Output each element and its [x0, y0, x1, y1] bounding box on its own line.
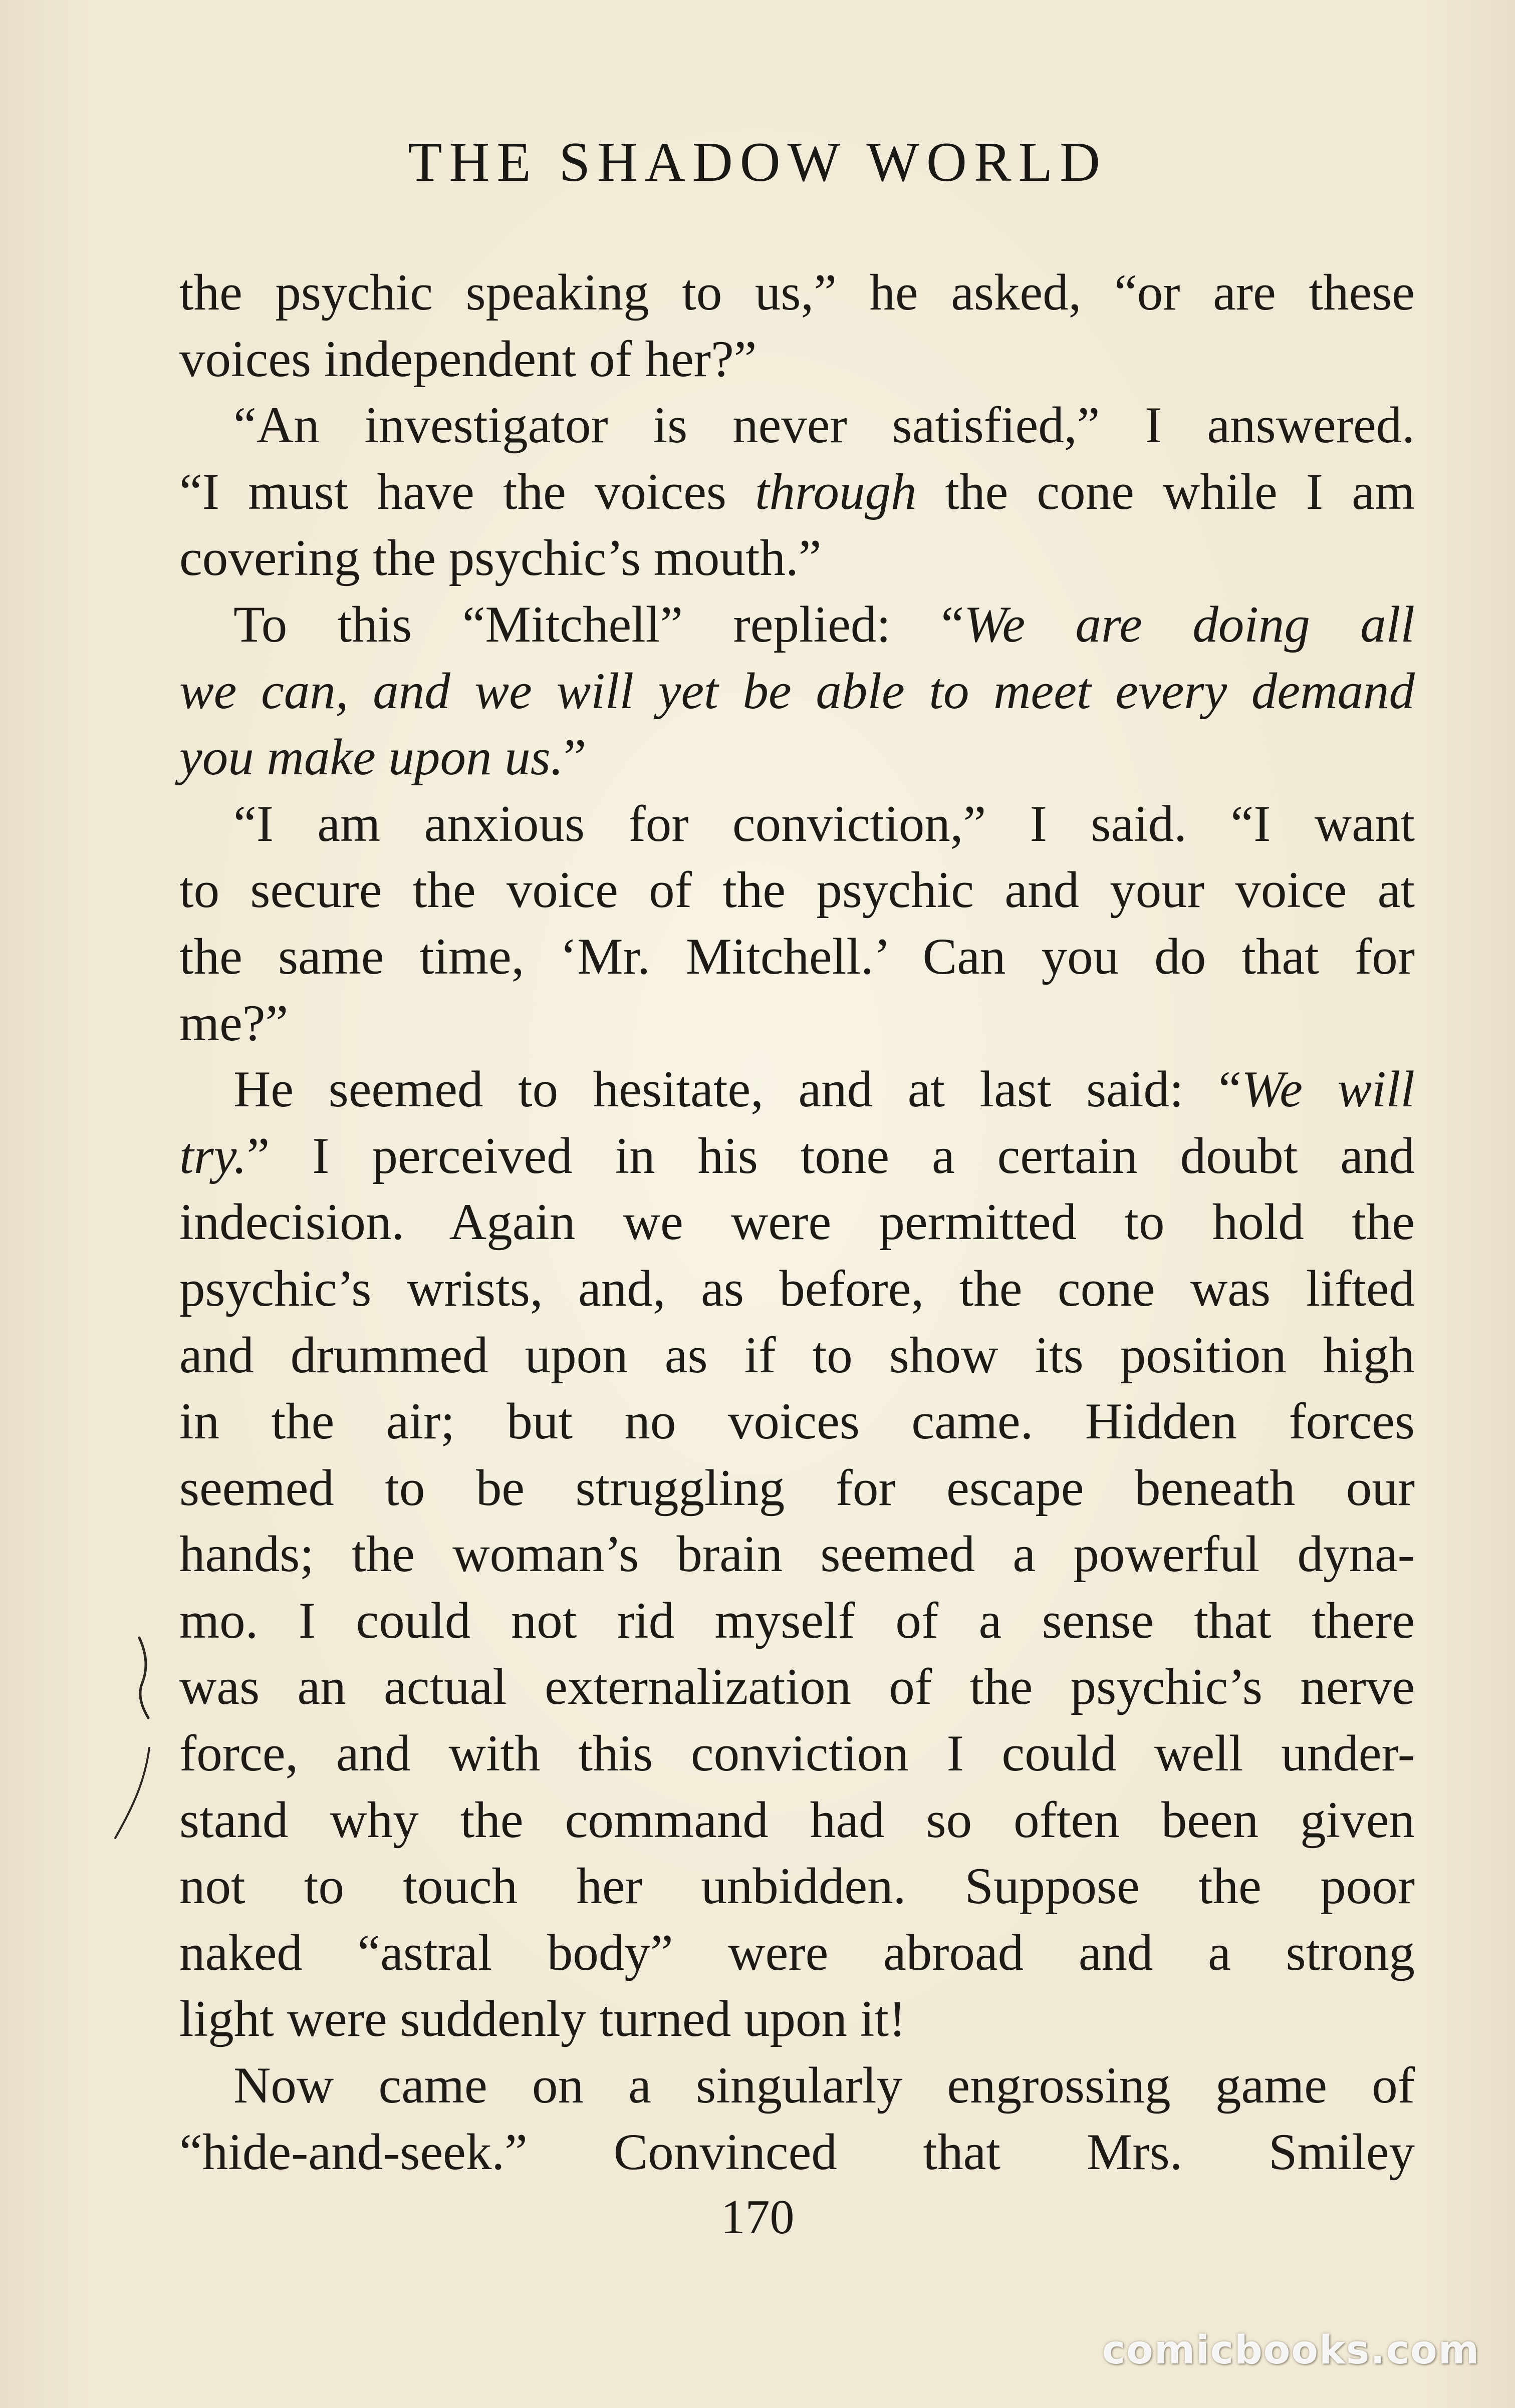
text-line: covering the psychic’s mouth.”: [179, 529, 822, 587]
text-line: mo. I could not rid myself of a sense that there: [179, 1592, 1415, 1649]
text-line: and drummed upon as if to show its position high: [179, 1326, 1415, 1384]
running-head: THE SHADOW WORLD: [408, 131, 1107, 193]
text-line: not to touch her unbidden. Suppose the poor: [179, 1858, 1415, 1915]
watermark-logo: comicbooks.com: [1102, 2328, 1480, 2373]
text-line: force, and with this conviction I could well under-: [179, 1725, 1415, 1782]
text-line: Now came on a singularly engrossing game of: [233, 2057, 1415, 2115]
text-line: voices independent of her?”: [179, 330, 757, 388]
text-line: [179, 658, 1415, 725]
text-line: the same time, ‘Mr. Mitchell.’ Can you do that for: [179, 928, 1415, 985]
text-line: me?”: [179, 994, 289, 1052]
italic-phrase: we can, and we will yet be able to meet every demand: [179, 662, 1415, 720]
italic-phrase: you make upon us.: [179, 729, 564, 786]
italic-phrase: through: [755, 463, 917, 520]
text-line: was an actual externalization of the psychic’s nerve: [179, 1658, 1415, 1716]
body-text: [179, 259, 1415, 2185]
text-line: “An investigator is never satisfied,” I answered.: [233, 397, 1415, 454]
text-line: He seemed to hesitate, and at last said: “We will: [233, 1061, 1415, 1118]
text-line: light were suddenly turned upon it!: [179, 1990, 906, 2048]
text-line: indecision. Again we were permitted to hold the: [179, 1193, 1415, 1251]
text-line: psychic’s wrists, and, as before, the cone was lifted: [179, 1260, 1415, 1317]
text-line: “I must have the voices through the cone while I am: [179, 463, 1415, 520]
text-line: seemed to be struggling for escape beneath our: [179, 1459, 1415, 1517]
text-line: hands; the woman’s brain seemed a powerful dyna-: [179, 1526, 1415, 1583]
text-line: “hide-and-seek.” Convinced that Mrs. Smiley: [179, 2123, 1415, 2181]
italic-phrase: try.: [179, 1127, 247, 1184]
italic-phrase: We are doing all: [964, 595, 1415, 653]
pencil-margin-mark: [100, 1633, 160, 1843]
text-line: stand why the command had so often been given: [179, 1791, 1415, 1849]
text-line: to secure the voice of the psychic and your voice at: [179, 861, 1415, 919]
italic-phrase: We will: [1241, 1061, 1415, 1118]
page-number: 170: [720, 2190, 795, 2244]
text-line: in the air; but no voices came. Hidden forces: [179, 1393, 1415, 1450]
text-line: the psychic speaking to us,” he asked, “or are these: [179, 264, 1415, 321]
text-line: “I am anxious for conviction,” I said. “I want: [233, 795, 1415, 852]
text-line: naked “astral body” were abroad and a strong: [179, 1924, 1415, 1981]
text-line: To this “Mitchell” replied: “We are doing all: [233, 595, 1415, 653]
text-line: try.” I perceived in his tone a certain doubt and: [179, 1127, 1415, 1184]
text-line: you make upon us.”: [179, 729, 587, 786]
